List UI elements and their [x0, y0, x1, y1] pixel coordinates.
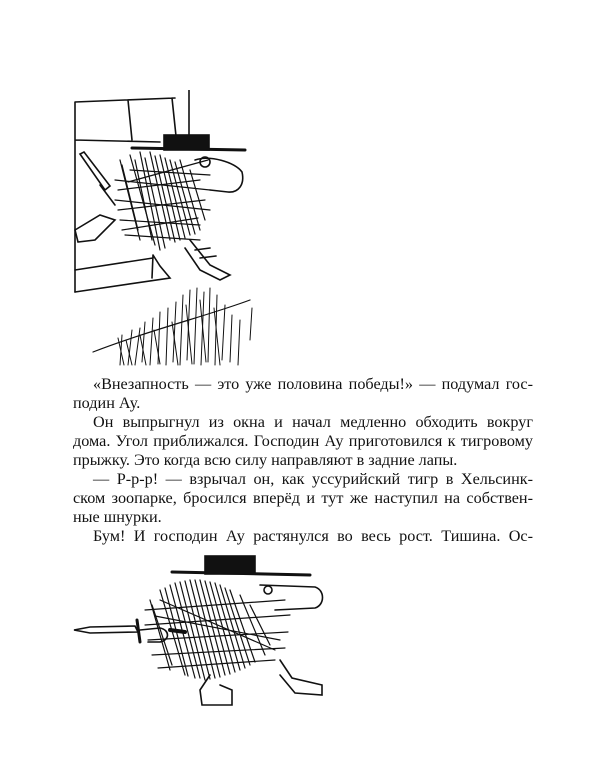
illustration-mr-au-climbing-out-window: [60, 90, 320, 370]
text-line: дома. Угол приближался. Господин Ау приготовился к тигровому: [73, 432, 533, 450]
text-line: «Внезапность — это уже половина победы!» — подумал гос-: [93, 375, 533, 393]
text-line: — Р-р-р! — взрычал он, как уссурийский тигр в Хельсинк-: [93, 470, 533, 488]
text-line: прыжку. Это когда всю силу направляют в задние лапы.: [73, 451, 458, 469]
story-text: [73, 375, 533, 546]
illustration-mr-au-with-knife: [60, 550, 360, 720]
text-line: ском зоопарке, бросился вперёд и тут же наступил на собствен-: [73, 489, 533, 507]
text-line: Он выпрыгнул из окна и начал медленно обходить вокруг: [93, 413, 533, 431]
text-line: подин Ау.: [73, 394, 141, 412]
text-line: Бум! И господин Ау растянулся во весь рост. Тишина. Ос-: [93, 527, 533, 545]
text-line: ные шнурки.: [73, 508, 162, 526]
